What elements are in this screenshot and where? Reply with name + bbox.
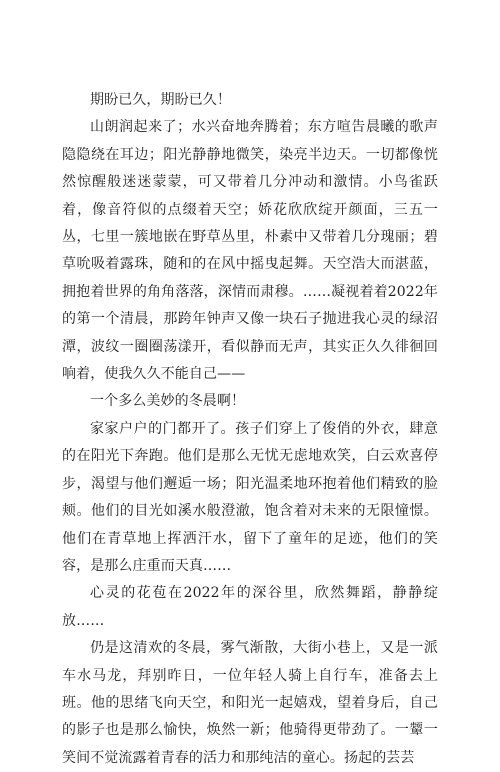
paragraph-1: 期盼已久，期盼已久！ (90, 92, 231, 108)
paragraph-3: 一个多么美妙的冬晨啊！ (90, 393, 246, 410)
paragraph-4: 家家户户的门都开了。孩子们穿上了俊俏的外衣，肆意的在阳光下奔跑。他们是那么无忧无虑地欢笑，白云欢喜停步，渴望与他们邂逅一场；阳光温柔地环抱着他们精致的脸颊。他们的目光如溪水般澄澈，饱含着对未来的无限憧憬。他们在青草地上挥洒汗水，留下了童年的足迹，他们的笑容，是那么庄重而天真…… (62, 420, 438, 574)
paragraph-6: 仍是这清欢的冬晨，雾气渐散，大街小巷上，又是一派车水马龙，拜别昨日，一位年轻人骑上自行车，准备去上班。他的思绪飞向天空，和阳光一起嬉戏，望着身后，自己的影子也是那么愉快，焕然一新；他骑得更带劲了。一颦一笑间不觉流露着青春的活力和那纯洁的童心。扬起的芸芸 (62, 640, 438, 766)
paragraph-5: 心灵的花苞在2022年的深谷里，欣然舞蹈，静静绽放…… (62, 585, 438, 629)
document-body (62, 87, 438, 772)
paragraph-2: 山朗润起来了；水兴奋地奔腾着；东方喧告晨曦的歌声隐隐绕在耳边；阳光静静地微笑，染亮半边天。一切都像恍然惊醒般迷迷蒙蒙，可又带着几分冲动和激情。小鸟雀跃着，像音符似的点缀着天空；娇花欣欣绽开颜面，三五一丛，七里一簇地嵌在野草丛里，朴素中又带着几分瑰丽；碧草吮吸着露珠，随和的在风中摇曳起舞。天空浩大而湛蓝，拥抱着世界的角角落落，深情而肃穆。……凝视着着2022年的第一个清晨，那跨年钟声又像一块石子抛进我心灵的绿沼潭，波纹一圈圈荡漾开，看似静而无声，其实正久久徘徊回响着，使我久久不能自己—— (62, 119, 438, 383)
